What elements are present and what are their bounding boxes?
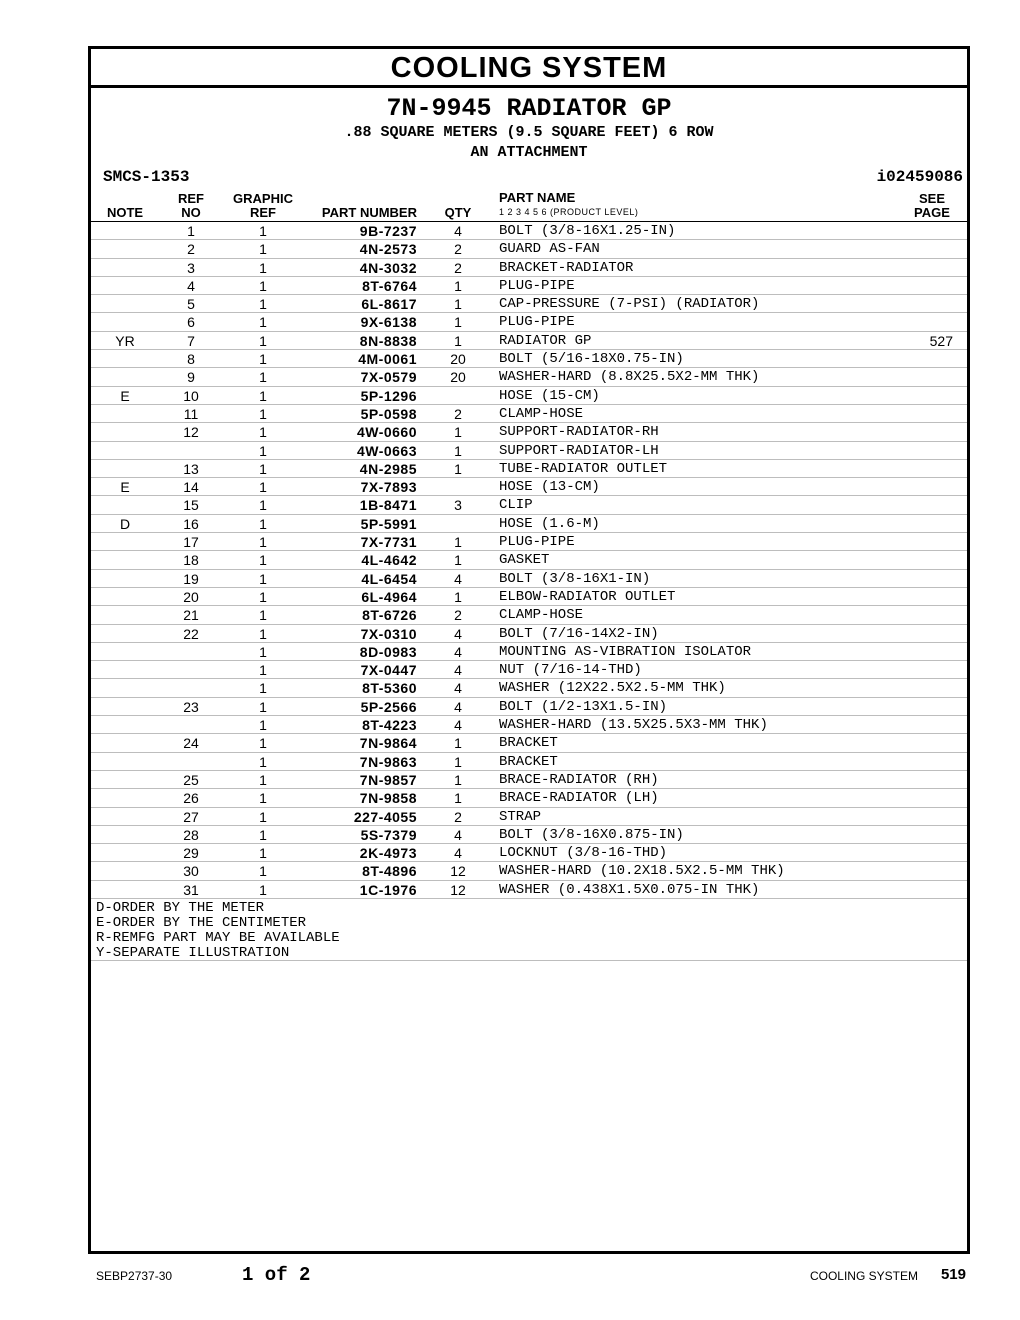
ref-no-cell: 2 [187, 241, 195, 258]
part-number-cell: 8T-4896 [362, 863, 417, 880]
qty-cell: 1 [454, 534, 462, 551]
graphic-ref-cell: 1 [259, 607, 267, 624]
graphic-ref-cell: 1 [259, 643, 267, 660]
part-number-cell: 4N-2985 [359, 460, 417, 477]
graphic-ref-cell: 1 [259, 332, 267, 349]
graphic-ref-cell: 1 [259, 790, 267, 807]
graphic-ref-cell: 1 [259, 296, 267, 313]
part-number-cell: 8N-8838 [359, 332, 417, 349]
ref-no-cell: 10 [183, 387, 199, 404]
table-row [91, 716, 967, 734]
graphic-ref-cell: 1 [259, 625, 267, 642]
legend-line: Y-SEPARATE ILLUSTRATION [96, 944, 290, 961]
graphic-ref-cell: 1 [259, 534, 267, 551]
part-name-cell: BRACKET [499, 753, 558, 770]
part-number-cell: 4W-0660 [356, 424, 417, 441]
table-row [91, 533, 967, 551]
ref-no-cell: 13 [183, 460, 199, 477]
part-number-cell: 4M-0061 [358, 351, 417, 368]
table-row [91, 405, 967, 423]
part-number-cell: 4N-3032 [359, 259, 417, 276]
ref-no-cell: 17 [183, 534, 199, 551]
table-row [91, 679, 967, 697]
graphic-ref-cell: 1 [259, 424, 267, 441]
part-name-cell: BOLT (5/16-18X0.75-IN) [499, 351, 684, 368]
qty-cell: 4 [454, 680, 462, 697]
legend-line: D-ORDER BY THE METER [96, 899, 265, 916]
ref-no-cell: 14 [183, 479, 199, 496]
qty-cell: 4 [454, 662, 462, 679]
table-row [91, 844, 967, 862]
note-cell: E [120, 479, 130, 496]
graphic-ref-cell: 1 [259, 698, 267, 715]
graphic-ref-cell: 1 [259, 369, 267, 386]
table-row [91, 496, 967, 514]
graphic-ref-cell: 1 [259, 662, 267, 679]
qty-cell: 1 [454, 296, 462, 313]
group-subtitle: .88 SQUARE METERS (9.5 SQUARE FEET) 6 ROW [344, 124, 714, 141]
part-name-cell: HOSE (15-CM) [499, 387, 600, 404]
qty-cell: 1 [454, 552, 462, 569]
part-name-cell: WASHER-HARD (8.8X25.5X2-MM THK) [499, 369, 760, 386]
part-name-cell: NUT (7/16-14-THD) [499, 662, 642, 679]
ref-no-cell: 7 [187, 332, 195, 349]
ref-no-cell: 11 [183, 405, 199, 422]
qty-cell: 1 [454, 424, 462, 441]
ref-no-cell: 9 [187, 369, 195, 386]
table-row [91, 295, 967, 313]
part-name-cell: CLAMP-HOSE [499, 607, 584, 624]
qty-cell: 2 [454, 241, 462, 258]
ref-no-cell: 12 [183, 424, 199, 441]
ref-no-cell: 25 [183, 771, 199, 788]
part-name-cell: SUPPORT-RADIATOR-LH [499, 442, 659, 459]
qty-cell: 1 [454, 790, 462, 807]
section-title: COOLING SYSTEM [91, 49, 967, 88]
footer-section: COOLING SYSTEM [809, 1269, 918, 1283]
graphic-ref-cell: 1 [259, 223, 267, 239]
ref-no-cell: 18 [183, 552, 199, 569]
note-cell: D [119, 515, 131, 532]
parts-table-body [91, 222, 967, 899]
graphic-ref-cell: 1 [259, 753, 267, 770]
part-name-cell: PLUG-PIPE [499, 534, 575, 551]
table-row [91, 789, 967, 807]
part-name-cell: PLUG-PIPE [499, 314, 575, 331]
qty-cell: 20 [450, 351, 466, 368]
table-row [91, 368, 967, 386]
qty-cell: 1 [454, 332, 462, 349]
ref-no-cell: 24 [183, 735, 199, 752]
ref-no-cell: 19 [183, 570, 199, 587]
ref-no-cell: 1 [187, 223, 195, 239]
ref-no-cell: 3 [187, 259, 195, 276]
qty-cell: 4 [454, 643, 462, 660]
part-name-cell: BOLT (1/2-13X1.5-IN) [499, 698, 668, 715]
table-row [91, 643, 967, 661]
part-number-cell: 9X-6138 [360, 314, 417, 331]
table-row [91, 551, 967, 569]
part-number-cell: 7X-0447 [360, 662, 417, 679]
parts-page-frame [88, 46, 970, 1254]
part-name-cell: WASHER (12X22.5X2.5-MM THK) [499, 680, 726, 697]
table-row [91, 588, 967, 606]
qty-cell: 1 [454, 753, 462, 770]
part-name-cell: BRACE-RADIATOR (LH) [499, 790, 659, 807]
part-name-cell: LOCKNUT (3/8-16-THD) [499, 845, 668, 862]
qty-cell: 2 [454, 808, 462, 825]
col-note: NOTE [106, 205, 144, 220]
ref-no-cell: 6 [187, 314, 195, 331]
graphic-ref-cell: 1 [259, 351, 267, 368]
col-ref-top: REF [178, 191, 204, 206]
part-number-cell: 7X-7731 [360, 534, 417, 551]
qty-cell: 4 [454, 717, 462, 734]
part-number-cell: 7X-0310 [360, 625, 417, 642]
part-number-cell: 1C-1976 [359, 881, 417, 898]
col-see-top: SEE [918, 191, 945, 206]
part-number-cell: 7N-9857 [359, 771, 417, 788]
graphic-ref-cell: 1 [259, 570, 267, 587]
id-row [91, 165, 967, 189]
ref-no-cell: 31 [183, 881, 199, 898]
qty-cell: 20 [450, 369, 466, 386]
see-page-cell[interactable]: 527 [929, 332, 953, 349]
ref-no-cell: 15 [183, 497, 199, 514]
legend-line: E-ORDER BY THE CENTIMETER [96, 914, 307, 931]
part-number-cell: 5P-0598 [360, 405, 417, 422]
table-row [91, 277, 967, 295]
qty-cell: 1 [454, 314, 462, 331]
part-name-cell: BOLT (3/8-16X1-IN) [499, 570, 651, 587]
part-name-cell: HOSE (13-CM) [499, 479, 600, 496]
part-number-cell: 7N-9858 [359, 790, 417, 807]
table-row [91, 240, 967, 258]
note-cell: E [120, 387, 130, 404]
part-number-cell: 5P-5991 [360, 515, 417, 532]
ref-no-cell: 23 [183, 698, 199, 715]
part-number-cell: 6L-4964 [361, 588, 417, 605]
table-row [91, 332, 967, 350]
group-title: 7N-9945 RADIATOR GP [386, 94, 672, 123]
graphic-ref-cell: 1 [259, 881, 267, 898]
qty-cell: 2 [454, 405, 462, 422]
note-cell: YR [115, 332, 135, 349]
part-number-cell: 4L-6454 [361, 570, 417, 587]
part-number-cell: 5S-7379 [360, 826, 417, 843]
graphic-ref-cell: 1 [259, 515, 267, 532]
part-name-cell: BRACKET [499, 735, 558, 752]
ref-no-cell: 4 [187, 277, 195, 294]
part-number-cell: 8D-0983 [359, 643, 417, 660]
part-number-cell: 5P-1296 [360, 387, 417, 404]
part-name-cell: HOSE (1.6-M) [499, 515, 600, 532]
graphic-ref-cell: 1 [259, 552, 267, 569]
footer-doc-id: SEBP2737-30 [96, 1269, 173, 1283]
graphic-ref-cell: 1 [259, 314, 267, 331]
graphic-ref-cell: 1 [259, 588, 267, 605]
qty-cell: 1 [454, 735, 462, 752]
qty-cell: 1 [454, 442, 462, 459]
table-row [91, 625, 967, 643]
col-part-number: PART NUMBER [321, 205, 417, 220]
part-name-cell: CLIP [499, 497, 533, 514]
graphic-ref-cell: 1 [259, 735, 267, 752]
part-number-cell: 8T-5360 [362, 680, 417, 697]
ref-no-cell: 5 [187, 296, 195, 313]
part-number-cell: 8T-4223 [362, 717, 417, 734]
part-number-cell: 8T-6726 [362, 607, 417, 624]
graphic-ref-cell: 1 [259, 277, 267, 294]
part-name-cell: STRAP [499, 808, 542, 825]
qty-cell: 2 [454, 259, 462, 276]
part-number-cell: 4N-2573 [359, 241, 417, 258]
part-name-cell: MOUNTING AS-VIBRATION ISOLATOR [499, 643, 752, 660]
graphic-ref-cell: 1 [259, 680, 267, 697]
part-number-cell: 9B-7237 [359, 223, 417, 239]
graphic-ref-cell: 1 [259, 442, 267, 459]
col-part-name: PART NAME [499, 190, 576, 205]
table-row [91, 862, 967, 880]
qty-cell: 2 [454, 607, 462, 624]
qty-cell: 4 [454, 570, 462, 587]
col-see-bottom: PAGE [914, 205, 950, 220]
col-graphic-top: GRAPHIC [233, 191, 293, 206]
ref-no-cell: 20 [183, 588, 199, 605]
part-number-cell: 4W-0663 [356, 442, 417, 459]
graphic-ref-cell: 1 [259, 479, 267, 496]
part-number-cell: 1B-8471 [359, 497, 417, 514]
graphic-ref-cell: 1 [259, 826, 267, 843]
graphic-ref-cell: 1 [259, 863, 267, 880]
table-row [91, 698, 967, 716]
table-row [91, 771, 967, 789]
part-name-cell: WASHER (0.438X1.5X0.075-IN THK) [499, 881, 760, 898]
table-row [91, 478, 967, 496]
table-row [91, 442, 967, 460]
table-row [91, 826, 967, 844]
table-row [91, 734, 967, 752]
table-row [91, 881, 967, 899]
group-subtitle-2: AN ATTACHMENT [470, 144, 588, 161]
part-number-cell: 7N-9863 [359, 753, 417, 770]
qty-cell: 1 [454, 771, 462, 788]
qty-cell: 4 [454, 625, 462, 642]
col-product-level: 1 2 3 4 5 6 (PRODUCT LEVEL) [499, 207, 639, 217]
graphic-ref-cell: 1 [259, 771, 267, 788]
part-number-cell: 5P-2566 [360, 698, 417, 715]
qty-cell: 4 [454, 845, 462, 862]
part-name-cell: WASHER-HARD (13.5X25.5X3-MM THK) [499, 717, 768, 734]
table-row [91, 222, 967, 240]
part-name-cell: BRACE-RADIATOR (RH) [499, 771, 659, 788]
ref-no-cell: 8 [187, 351, 195, 368]
table-row [91, 515, 967, 533]
col-ref-bottom: NO [181, 205, 201, 220]
graphic-ref-cell: 1 [259, 497, 267, 514]
ref-no-cell: 21 [183, 607, 199, 624]
part-number-cell: 7X-0579 [360, 369, 417, 386]
ref-no-cell: 27 [183, 808, 199, 825]
graphic-ref-cell: 1 [259, 241, 267, 258]
part-name-cell: BOLT (3/8-16X1.25-IN) [499, 223, 676, 239]
part-number-cell: 4L-4642 [361, 552, 417, 569]
part-name-cell: GUARD AS-FAN [499, 241, 600, 258]
ref-no-cell: 29 [183, 845, 199, 862]
ref-no-cell: 28 [183, 826, 199, 843]
graphic-ref-cell: 1 [259, 259, 267, 276]
qty-cell: 4 [454, 826, 462, 843]
col-graphic-bottom: REF [250, 205, 276, 220]
part-name-cell: GASKET [499, 552, 550, 569]
legend-line: R-REMFG PART MAY BE AVAILABLE [96, 929, 340, 946]
graphic-ref-cell: 1 [259, 387, 267, 404]
qty-cell: 12 [450, 881, 466, 898]
table-row [91, 570, 967, 588]
table-header [91, 189, 967, 222]
qty-cell: 12 [450, 863, 466, 880]
graphic-ref-cell: 1 [259, 845, 267, 862]
footer-page-of: 1 of 2 [242, 1264, 311, 1286]
part-number-cell: 6L-8617 [361, 296, 417, 313]
illustration-id: i02459086 [876, 168, 963, 186]
part-name-cell: WASHER-HARD (10.2X18.5X2.5-MM THK) [499, 863, 785, 880]
part-name-cell: CAP-PRESSURE (7-PSI) (RADIATOR) [499, 296, 760, 313]
qty-cell: 4 [454, 698, 462, 715]
part-number-cell: 2K-4973 [359, 845, 417, 862]
part-number-cell: 7N-9864 [359, 735, 417, 752]
part-name-cell: BOLT (7/16-14X2-IN) [499, 625, 659, 642]
table-row [91, 753, 967, 771]
graphic-ref-cell: 1 [259, 405, 267, 422]
ref-no-cell: 22 [183, 625, 199, 642]
legend-notes [91, 899, 967, 961]
ref-no-cell: 30 [183, 863, 199, 880]
table-row [91, 460, 967, 478]
table-row [91, 387, 967, 405]
qty-cell: 1 [454, 588, 462, 605]
part-name-cell: TUBE-RADIATOR OUTLET [499, 460, 668, 477]
part-number-cell: 8T-6764 [362, 277, 417, 294]
table-row [91, 808, 967, 826]
table-row [91, 259, 967, 277]
qty-cell: 1 [454, 277, 462, 294]
part-name-cell: BRACKET-RADIATOR [499, 259, 634, 276]
part-name-cell: SUPPORT-RADIATOR-RH [499, 424, 659, 441]
part-name-cell: CLAMP-HOSE [499, 405, 584, 422]
table-row [91, 606, 967, 624]
ref-no-cell: 26 [183, 790, 199, 807]
graphic-ref-cell: 1 [259, 460, 267, 477]
graphic-ref-cell: 1 [259, 808, 267, 825]
part-name-cell: RADIATOR GP [499, 332, 592, 349]
smcs-code: SMCS-1353 [103, 168, 190, 186]
part-name-cell: PLUG-PIPE [499, 277, 575, 294]
qty-cell: 3 [454, 497, 462, 514]
part-number-cell: 227-4055 [353, 808, 417, 825]
col-qty: QTY [444, 205, 472, 220]
qty-cell: 4 [454, 223, 462, 239]
part-number-cell: 7X-7893 [360, 479, 417, 496]
footer-page-number: 519 [940, 1266, 966, 1283]
graphic-ref-cell: 1 [259, 717, 267, 734]
table-row [91, 313, 967, 331]
table-row [91, 350, 967, 368]
ref-no-cell: 16 [183, 515, 199, 532]
qty-cell: 1 [454, 460, 462, 477]
page-footer [96, 1264, 968, 1288]
part-name-cell: BOLT (3/8-16X0.875-IN) [499, 826, 684, 843]
table-row [91, 423, 967, 441]
table-row [91, 661, 967, 679]
part-name-cell: ELBOW-RADIATOR OUTLET [499, 588, 676, 605]
